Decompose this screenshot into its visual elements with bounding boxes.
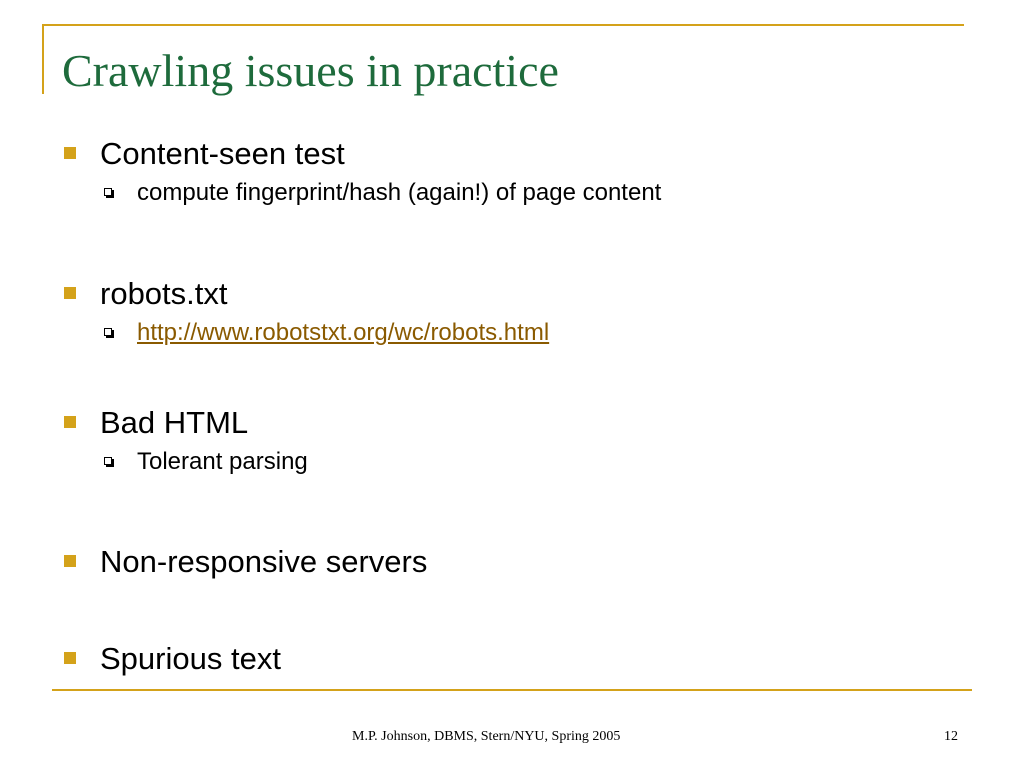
bullet-text: robots.txt (100, 276, 228, 311)
bullet-non-responsive-servers (64, 544, 964, 584)
sub-bullet-row (64, 318, 964, 354)
hollow-square-bullet-icon (104, 328, 112, 336)
footer-credit: M.P. Johnson, DBMS, Stern/NYU, Spring 2005 (352, 729, 621, 744)
square-bullet-icon (64, 147, 76, 159)
page-number: 12 (944, 729, 958, 744)
bullet-row (64, 276, 964, 316)
bullet-robots-txt (64, 276, 964, 354)
sub-bullet-text: compute fingerprint/hash (again!) of page content (137, 179, 662, 206)
square-bullet-icon (64, 652, 76, 664)
bullet-text: Non-responsive servers (100, 544, 428, 579)
sub-bullet-row (64, 178, 964, 214)
square-bullet-icon (64, 555, 76, 567)
slide-title: Crawling issues in practice (62, 45, 559, 96)
hollow-square-bullet-icon (104, 457, 112, 465)
bullet-text: Bad HTML (100, 405, 249, 440)
robots-txt-link[interactable]: http://www.robotstxt.org/wc/robots.html (137, 319, 550, 346)
square-bullet-icon (64, 416, 76, 428)
bullet-row (64, 641, 964, 681)
hollow-square-bullet-icon (104, 188, 112, 196)
square-bullet-icon (64, 287, 76, 299)
frame-left-rule (42, 24, 44, 94)
frame-top-rule (42, 24, 964, 26)
bullet-row (64, 544, 964, 584)
sub-bullet-row (64, 447, 964, 483)
bullet-row (64, 405, 964, 445)
sub-bullet-text: Tolerant parsing (137, 448, 308, 475)
bullet-text: Spurious text (100, 641, 281, 676)
bullet-text: Content-seen test (100, 136, 345, 171)
bullet-row (64, 136, 964, 176)
bullet-spurious-text (64, 641, 964, 681)
bullet-bad-html (64, 405, 964, 483)
bullet-content-seen-test (64, 136, 964, 214)
footer-rule (52, 689, 972, 691)
